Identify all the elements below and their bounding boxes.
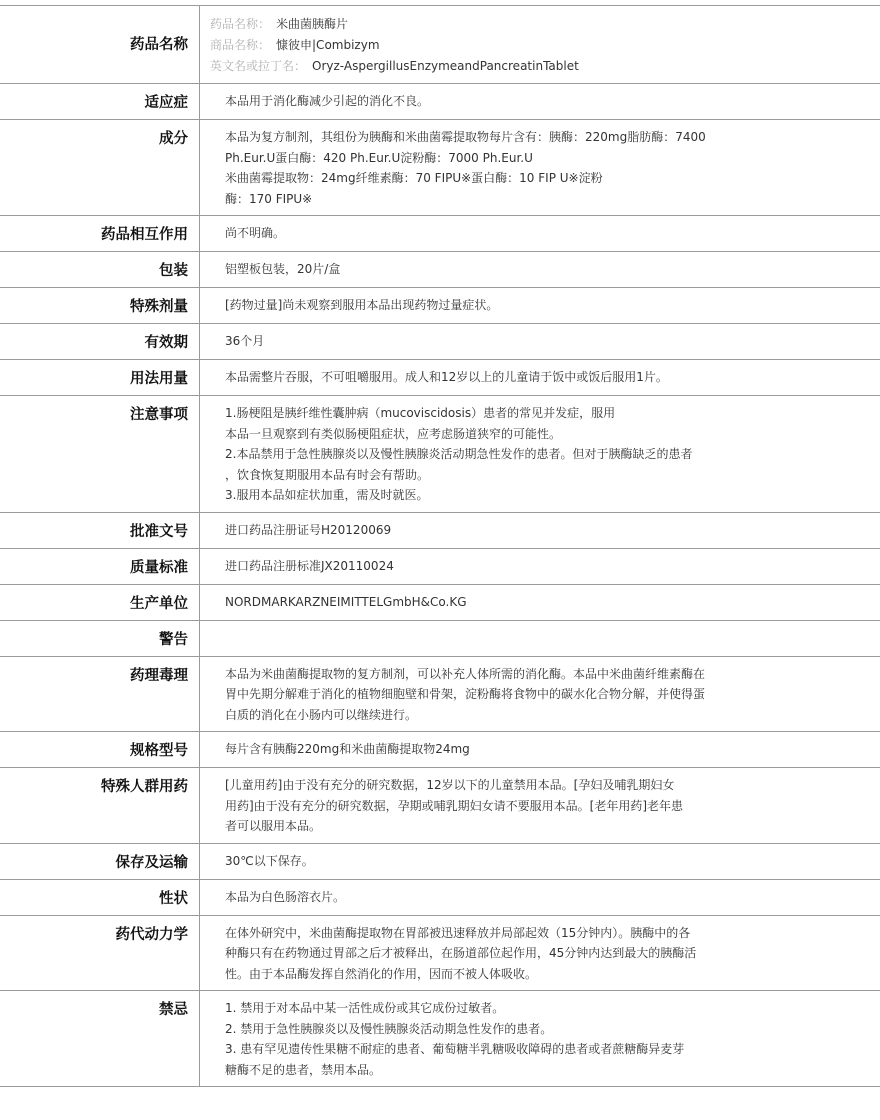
row-shelf-life	[0, 324, 880, 360]
row-ingredients	[0, 120, 880, 216]
row-value	[200, 991, 880, 1086]
trade-name-value: 慷彼申|Combizym	[276, 38, 380, 52]
value-line: 2.本品禁用于急性胰腺炎以及慢性胰腺炎活动期急性发作的患者。但对于胰酶缺乏的患者	[225, 447, 693, 461]
generic-name-line	[210, 14, 800, 35]
row-drug-interactions	[0, 216, 880, 252]
row-label: 规格型号	[0, 732, 200, 767]
value-line: 用药]由于没有充分的研究数据，孕期或哺乳期妇女请不要服用本品。[老年用药]老年患	[225, 798, 684, 813]
row-specification	[0, 732, 880, 768]
row-value	[200, 216, 880, 251]
row-label: 适应症	[0, 84, 200, 119]
value-line: Ph.Eur.U蛋白酶：420 Ph.Eur.U淀粉酶：7000 Ph.Eur.U	[225, 150, 533, 165]
row-label: 禁忌	[0, 991, 200, 1086]
row-value	[200, 396, 880, 512]
row-value	[200, 916, 880, 991]
row-label: 药理毒理	[0, 657, 200, 732]
row-value	[200, 768, 880, 843]
value-line: 1.肠梗阻是胰纤维性囊肿病（mucoviscidosis）患者的常见并发症，服用	[225, 406, 616, 420]
value-line: 胃中先期分解难于消化的植物细胞壁和骨架，淀粉酶将食物中的碳水化合物分解，并使得蛋	[225, 687, 706, 701]
row-precautions	[0, 396, 880, 513]
value-line: 本品用于消化酶减少引起的消化不良。	[225, 94, 430, 108]
value-line: 糖酶不足的患者，禁用本品。	[225, 1062, 382, 1077]
row-contraindications	[0, 991, 880, 1087]
row-storage-transport	[0, 844, 880, 880]
value-line: 性。由于本品酶发挥自然消化的作用，因而不被人体吸收。	[225, 966, 538, 981]
row-label: 有效期	[0, 324, 200, 359]
row-value	[200, 84, 880, 119]
value-line: 本品需整片吞服，不可咀嚼服用。成人和12岁以上的儿童请于饭中或饭后服用1片。	[225, 370, 668, 384]
value-line: 每片含有胰酶220mg和米曲菌酶提取物24mg	[225, 742, 470, 756]
row-value	[200, 621, 880, 653]
info-rows	[0, 84, 880, 1087]
value-line: 者可以服用本品。	[225, 819, 322, 833]
value-line: 3. 患有罕见遗传性果糖不耐症的患者、葡萄糖半乳糖吸收障碍的患者或者蔗糖酶异麦芽	[225, 1042, 685, 1056]
value-line: 米曲菌霉提取物：24mg纤维素酶：70 FIPU※蛋白酶：10 FIP U※淀粉	[225, 171, 603, 185]
value-line: 进口药品注册标准JX20110024	[225, 558, 394, 573]
row-appearance	[0, 880, 880, 916]
row-label: 保存及运输	[0, 844, 200, 879]
value-line: NORDMARKARZNEIMITTELGmbH&Co.KG	[225, 594, 467, 609]
row-label: 药代动力学	[0, 916, 200, 991]
row-value	[200, 360, 880, 395]
value-line: [儿童用药]由于没有充分的研究数据，12岁以下的儿童禁用本品。[孕妇及哺乳期妇女	[225, 778, 675, 792]
value-line: 本品一旦观察到有类似肠梗阻症状，应考虑肠道狭窄的可能性。	[225, 426, 562, 441]
row-label: 用法用量	[0, 360, 200, 395]
value-line: 在体外研究中，米曲菌酶提取物在胃部被迅速释放并局部起效（15分钟内）。胰酶中的各	[225, 925, 691, 940]
value-line: 铝塑板包装，20片/盒	[225, 262, 341, 276]
row-label: 注意事项	[0, 396, 200, 512]
value-line: 3.服用本品如症状加重，需及时就医。	[225, 488, 429, 502]
value-line: 本品为米曲菌酶提取物的复方制剂，可以补充人体所需的消化酶。本品中米曲菌纤维素酶在	[225, 666, 706, 681]
generic-name-value: 米曲菌胰酶片	[276, 17, 349, 31]
row-special-populations	[0, 768, 880, 844]
row-label: 性状	[0, 880, 200, 915]
row-approval-number	[0, 513, 880, 549]
row-label: 生产单位	[0, 585, 200, 620]
value-line: 种酶只有在药物通过胃部之后才被释出，在肠道部位起作用，45分钟内达到最大的胰酶活	[225, 946, 697, 960]
row-value	[200, 549, 880, 584]
english-name-value: Oryz-AspergillusEnzymeandPancreatinTablet	[312, 59, 579, 73]
value-line: 酶：170 FIPU※	[225, 191, 313, 206]
row-label: 警告	[0, 621, 200, 656]
value-line: 尚不明确。	[225, 226, 286, 240]
row-indications	[0, 84, 880, 120]
row-dosage-usage	[0, 360, 880, 396]
row-quality-standard	[0, 549, 880, 585]
trade-name-key: 商品名称：	[210, 38, 271, 52]
drug-name-values	[200, 6, 880, 83]
value-line: 白质的消化在小肠内可以继续进行。	[225, 707, 418, 722]
row-value	[200, 120, 880, 215]
row-special-dosage	[0, 288, 880, 324]
english-name-line	[210, 56, 800, 77]
row-label: 药品相互作用	[0, 216, 200, 251]
value-line: 本品为复方制剂，其组份为胰酶和米曲菌霉提取物每片含有：胰酶：220mg脂肪酶：7400	[225, 130, 706, 144]
row-value	[200, 288, 880, 323]
row-value	[200, 657, 880, 732]
row-value	[200, 585, 880, 620]
value-line: 2. 禁用于急性胰腺炎以及慢性胰腺炎活动期急性发作的患者。	[225, 1021, 553, 1036]
row-value	[200, 513, 880, 548]
row-manufacturer	[0, 585, 880, 621]
row-label: 批准文号	[0, 513, 200, 548]
row-value	[200, 252, 880, 287]
row-label: 特殊人群用药	[0, 768, 200, 843]
row-packaging	[0, 252, 880, 288]
row-label: 质量标准	[0, 549, 200, 584]
value-line: 36个月	[225, 334, 265, 348]
row-label: 成分	[0, 120, 200, 215]
english-name-key: 英文名或拉丁名：	[210, 59, 307, 73]
row-value	[200, 324, 880, 359]
value-line: 1. 禁用于对本品中某一活性成份或其它成份过敏者。	[225, 1001, 505, 1015]
generic-name-key: 药品名称：	[210, 17, 271, 31]
value-line: [药物过量]尚未观察到服用本品出现药物过量症状。	[225, 298, 499, 312]
row-value	[200, 880, 880, 915]
row-label: 药品名称	[0, 6, 200, 83]
trade-name-line	[210, 35, 800, 56]
row-pharmacology-toxicology	[0, 657, 880, 733]
value-line: ，饮食恢复期服用本品有时会有帮助。	[225, 467, 430, 482]
row-value	[200, 732, 880, 767]
row-pharmacokinetics	[0, 916, 880, 992]
value-line: 本品为白色肠溶衣片。	[225, 889, 346, 904]
row-label: 特殊剂量	[0, 288, 200, 323]
value-line: 进口药品注册证号H20120069	[225, 522, 392, 537]
row-label: 包装	[0, 252, 200, 287]
row-value	[200, 844, 880, 879]
row-warning	[0, 621, 880, 657]
value-line: 30℃以下保存。	[225, 853, 314, 868]
row-drug-name	[0, 5, 880, 84]
